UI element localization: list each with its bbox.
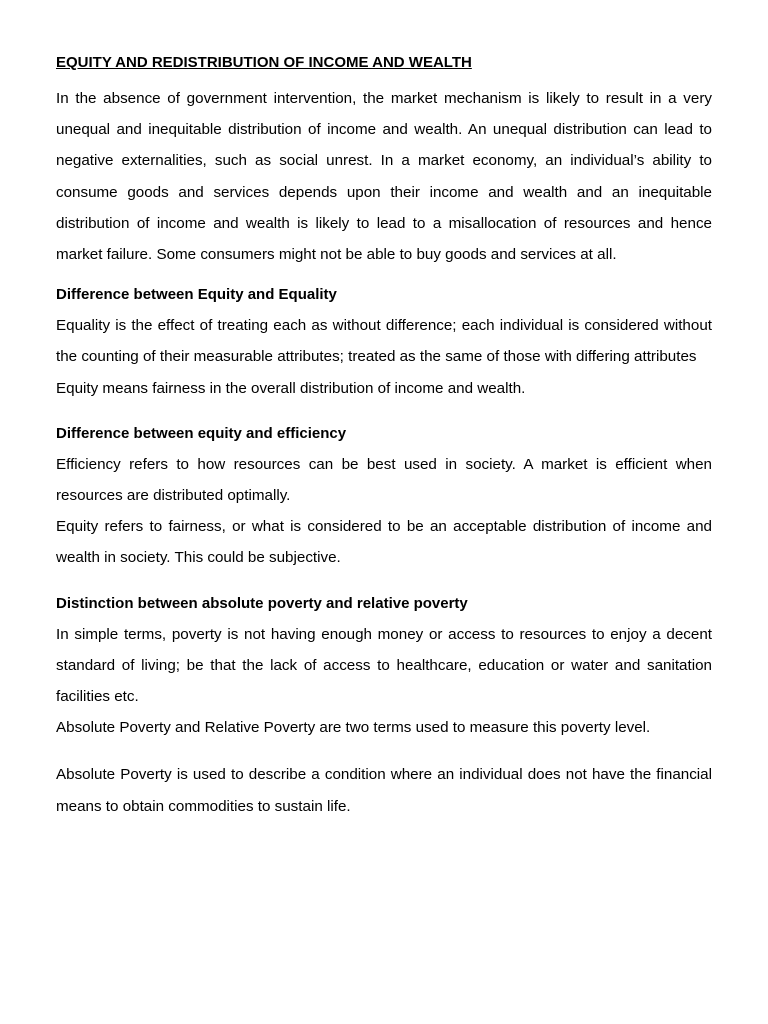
section-spacer <box>56 404 712 418</box>
equality-paragraph: Equality is the effect of treating each as without difference; each individual is considered without the counting of their measurable attributes; treated as the same of those with differing attributes <box>56 317 712 366</box>
efficiency-paragraph: Efficiency refers to how resources can be best used in society. A market is efficient when resources are distributed optimally. <box>56 455 712 505</box>
section-heading-equity-efficiency: Difference between equity and efficiency <box>56 424 347 442</box>
poverty-terms-paragraph: Absolute Poverty and Relative Poverty are two terms used to measure this poverty level. <box>56 719 651 737</box>
equity-fairness-paragraph: Equity refers to fairness, or what is considered to be an acceptable distribution of income and wealth in society. This could be subjective. <box>56 518 712 567</box>
section-heading-poverty: Distinction between absolute poverty and relative poverty <box>56 594 468 612</box>
equity-paragraph: Equity means fairness in the overall distribution of income and wealth. <box>56 379 526 397</box>
intro-paragraph: In the absence of government intervention, the market mechanism is likely to result in a very unequal and inequitable distribution of income and wealth. An unequal distribution can lead to negative externalities, such as social unrest. In a market economy, an individual’s ability to consume goods and services depends upon their income and wealth and an inequitable distribution of income and wealth is likely to lead to a misallocation of resources and hence market failure. Some consumers might not be able to buy goods and services at all. <box>56 90 712 264</box>
poverty-definition-paragraph: In simple terms, poverty is not having enough money or access to resources to enjoy a decent standard of living; be that the lack of access to healthcare, education or water and sanitation facilities etc. <box>56 625 712 706</box>
section-spacer <box>56 574 712 588</box>
document-title: EQUITY AND REDISTRIBUTION OF INCOME AND WEALTH <box>56 54 472 71</box>
section-spacer <box>56 743 712 759</box>
absolute-poverty-paragraph: Absolute Poverty is used to describe a condition where an individual does not have the financial means to obtain commodities to sustain life. <box>56 766 712 815</box>
section-spacer <box>56 270 712 279</box>
section-heading-equity-equality: Difference between Equity and Equality <box>56 286 337 304</box>
document-page <box>56 52 712 822</box>
